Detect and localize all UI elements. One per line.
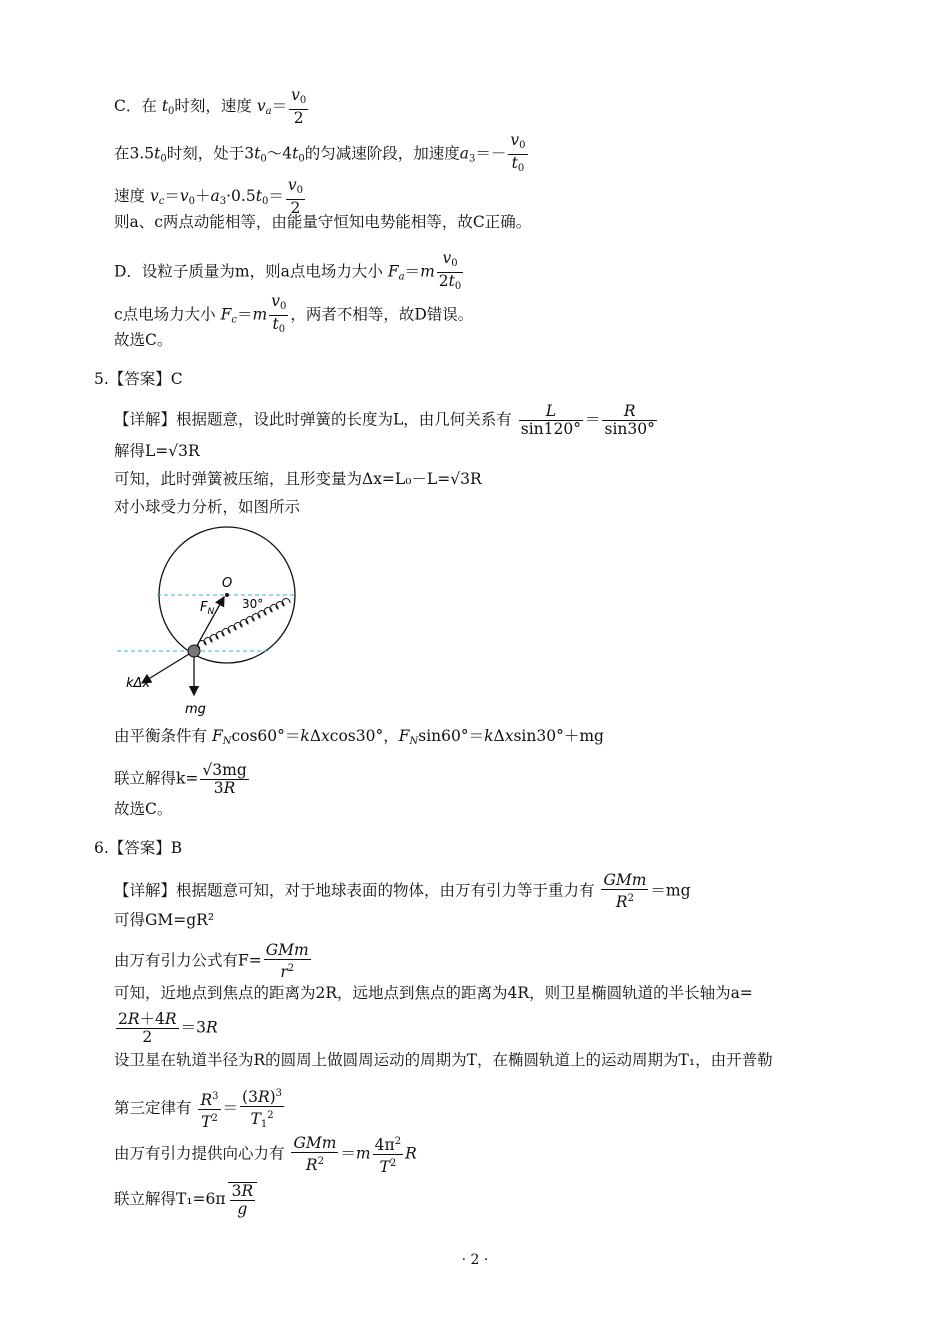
q6-detail-line-4: 可知，近地点到焦点的距离为2R，远地点到焦点的距离为4R，则卫星椭圆轨道的半长轴为a= xyxy=(114,984,753,1002)
q6-detail-line-9: 联立解得T₁=6π $\frac{3R}{g}$ xyxy=(114,1182,257,1218)
q6-answer-heading: 6.【答案】B xyxy=(94,839,183,857)
label-kdx: kΔx xyxy=(126,676,151,691)
label-mg: mg xyxy=(185,702,206,717)
q5-detail-line-2: 解得L=√3R xyxy=(114,442,200,460)
q6-detail-line-6: 设卫星在轨道半径为R的圆周上做圆周运动的周期为T，在椭圆轨道上的运动周期为T₁，由开普勒 xyxy=(114,1051,773,1069)
center-point xyxy=(225,593,229,597)
small-ball xyxy=(188,645,200,657)
q5-detail-line-7: 故选C。 xyxy=(114,800,173,818)
q5-detail-line-4: 对小球受力分析，如图所示 xyxy=(114,498,301,516)
label-fn: $F_N$ xyxy=(200,600,215,617)
option-c-line-1: C．在 $t_0$时刻，速度 $v_a=$ $\frac{v_0}{2}$ xyxy=(114,86,307,127)
q6-detail-line-3: 由万有引力公式有F= $\frac{\text{GMm}}{r^2}$ xyxy=(114,941,309,981)
force-diagram xyxy=(112,525,312,729)
q5-detail-line-5: 由平衡条件有 $F_N\cos 60^\circ=k\Delta xcos30^\circ$，$F_N\sin 60^\circ=k\Delta xsin30^\circ+mg$ xyxy=(114,727,604,747)
label-angle: 30° xyxy=(242,597,264,611)
q5-answer-heading: 5.【答案】C xyxy=(94,370,183,388)
q6-detail-line-5: $\frac{2R+4R}{2}$ ＝3R xyxy=(118,1010,218,1046)
option-d-line-3: 故选C。 xyxy=(114,331,173,349)
q6-detail-line-8: 由万有引力提供向心力有 $\frac{\text{GMm}}{R^2}$ ＝m $\frac{4\pi^2}{T^2}$ R xyxy=(114,1134,417,1176)
q5-detail-line-3: 可知，此时弹簧被压缩，且形变量为Δx=L₀－L=√3R xyxy=(114,470,482,488)
option-c-line-2: 在$3.5t_0$时刻，处于$3t_0\sim 4t_0$的匀减速阶段，加速度$a_3=-$ $\frac{v_0}{t_0}$ xyxy=(114,131,526,174)
option-c-line-3: 速度 $v_c=v_0+a_3\cdot 0.5t_0=$ $\frac{v_0}{2}$ xyxy=(114,176,303,217)
q6-detail-line-7: 第三定律有 $\frac{R^3}{T^2}$ ＝ $\frac{(3R)^3}{T_1^2}$ xyxy=(114,1085,286,1133)
q6-detail-line-2: 可得GM=gR² xyxy=(114,911,215,929)
option-d-line-1: D．设粒子质量为m，则a点电场力大小 $F_a=m$ $\frac{v_0}{2t_0}$ xyxy=(114,249,462,292)
label-o: O xyxy=(222,576,233,591)
q5-detail-line-1: 【详解】根据题意，设此时弹簧的长度为L，由几何关系有 $\frac{L}{\sin 120^\circ}$ ＝ $\frac{R}{\sin 30^\circ}$ xyxy=(114,402,655,438)
q5-detail-line-6: 联立解得k= $\frac{√3mg}{3R}$ xyxy=(114,761,247,797)
option-c-line-4: 则a、c两点动能相等，由能量守恒知电势能相等，故C正确。 xyxy=(114,213,532,231)
option-d-line-2: c点电场力大小 $F_c=m$ $\frac{v_0}{t_0}$ ，两者不相等，故D错误。 xyxy=(114,292,474,335)
q6-detail-line-1: 【详解】根据题意可知，对于地球表面的物体，由万有引力等于重力有 $\frac{\text{GMm}}{R^2}$ ＝mg xyxy=(114,871,691,911)
normal-force-arrow xyxy=(194,597,224,651)
page-number: · 2 · xyxy=(461,1252,489,1268)
